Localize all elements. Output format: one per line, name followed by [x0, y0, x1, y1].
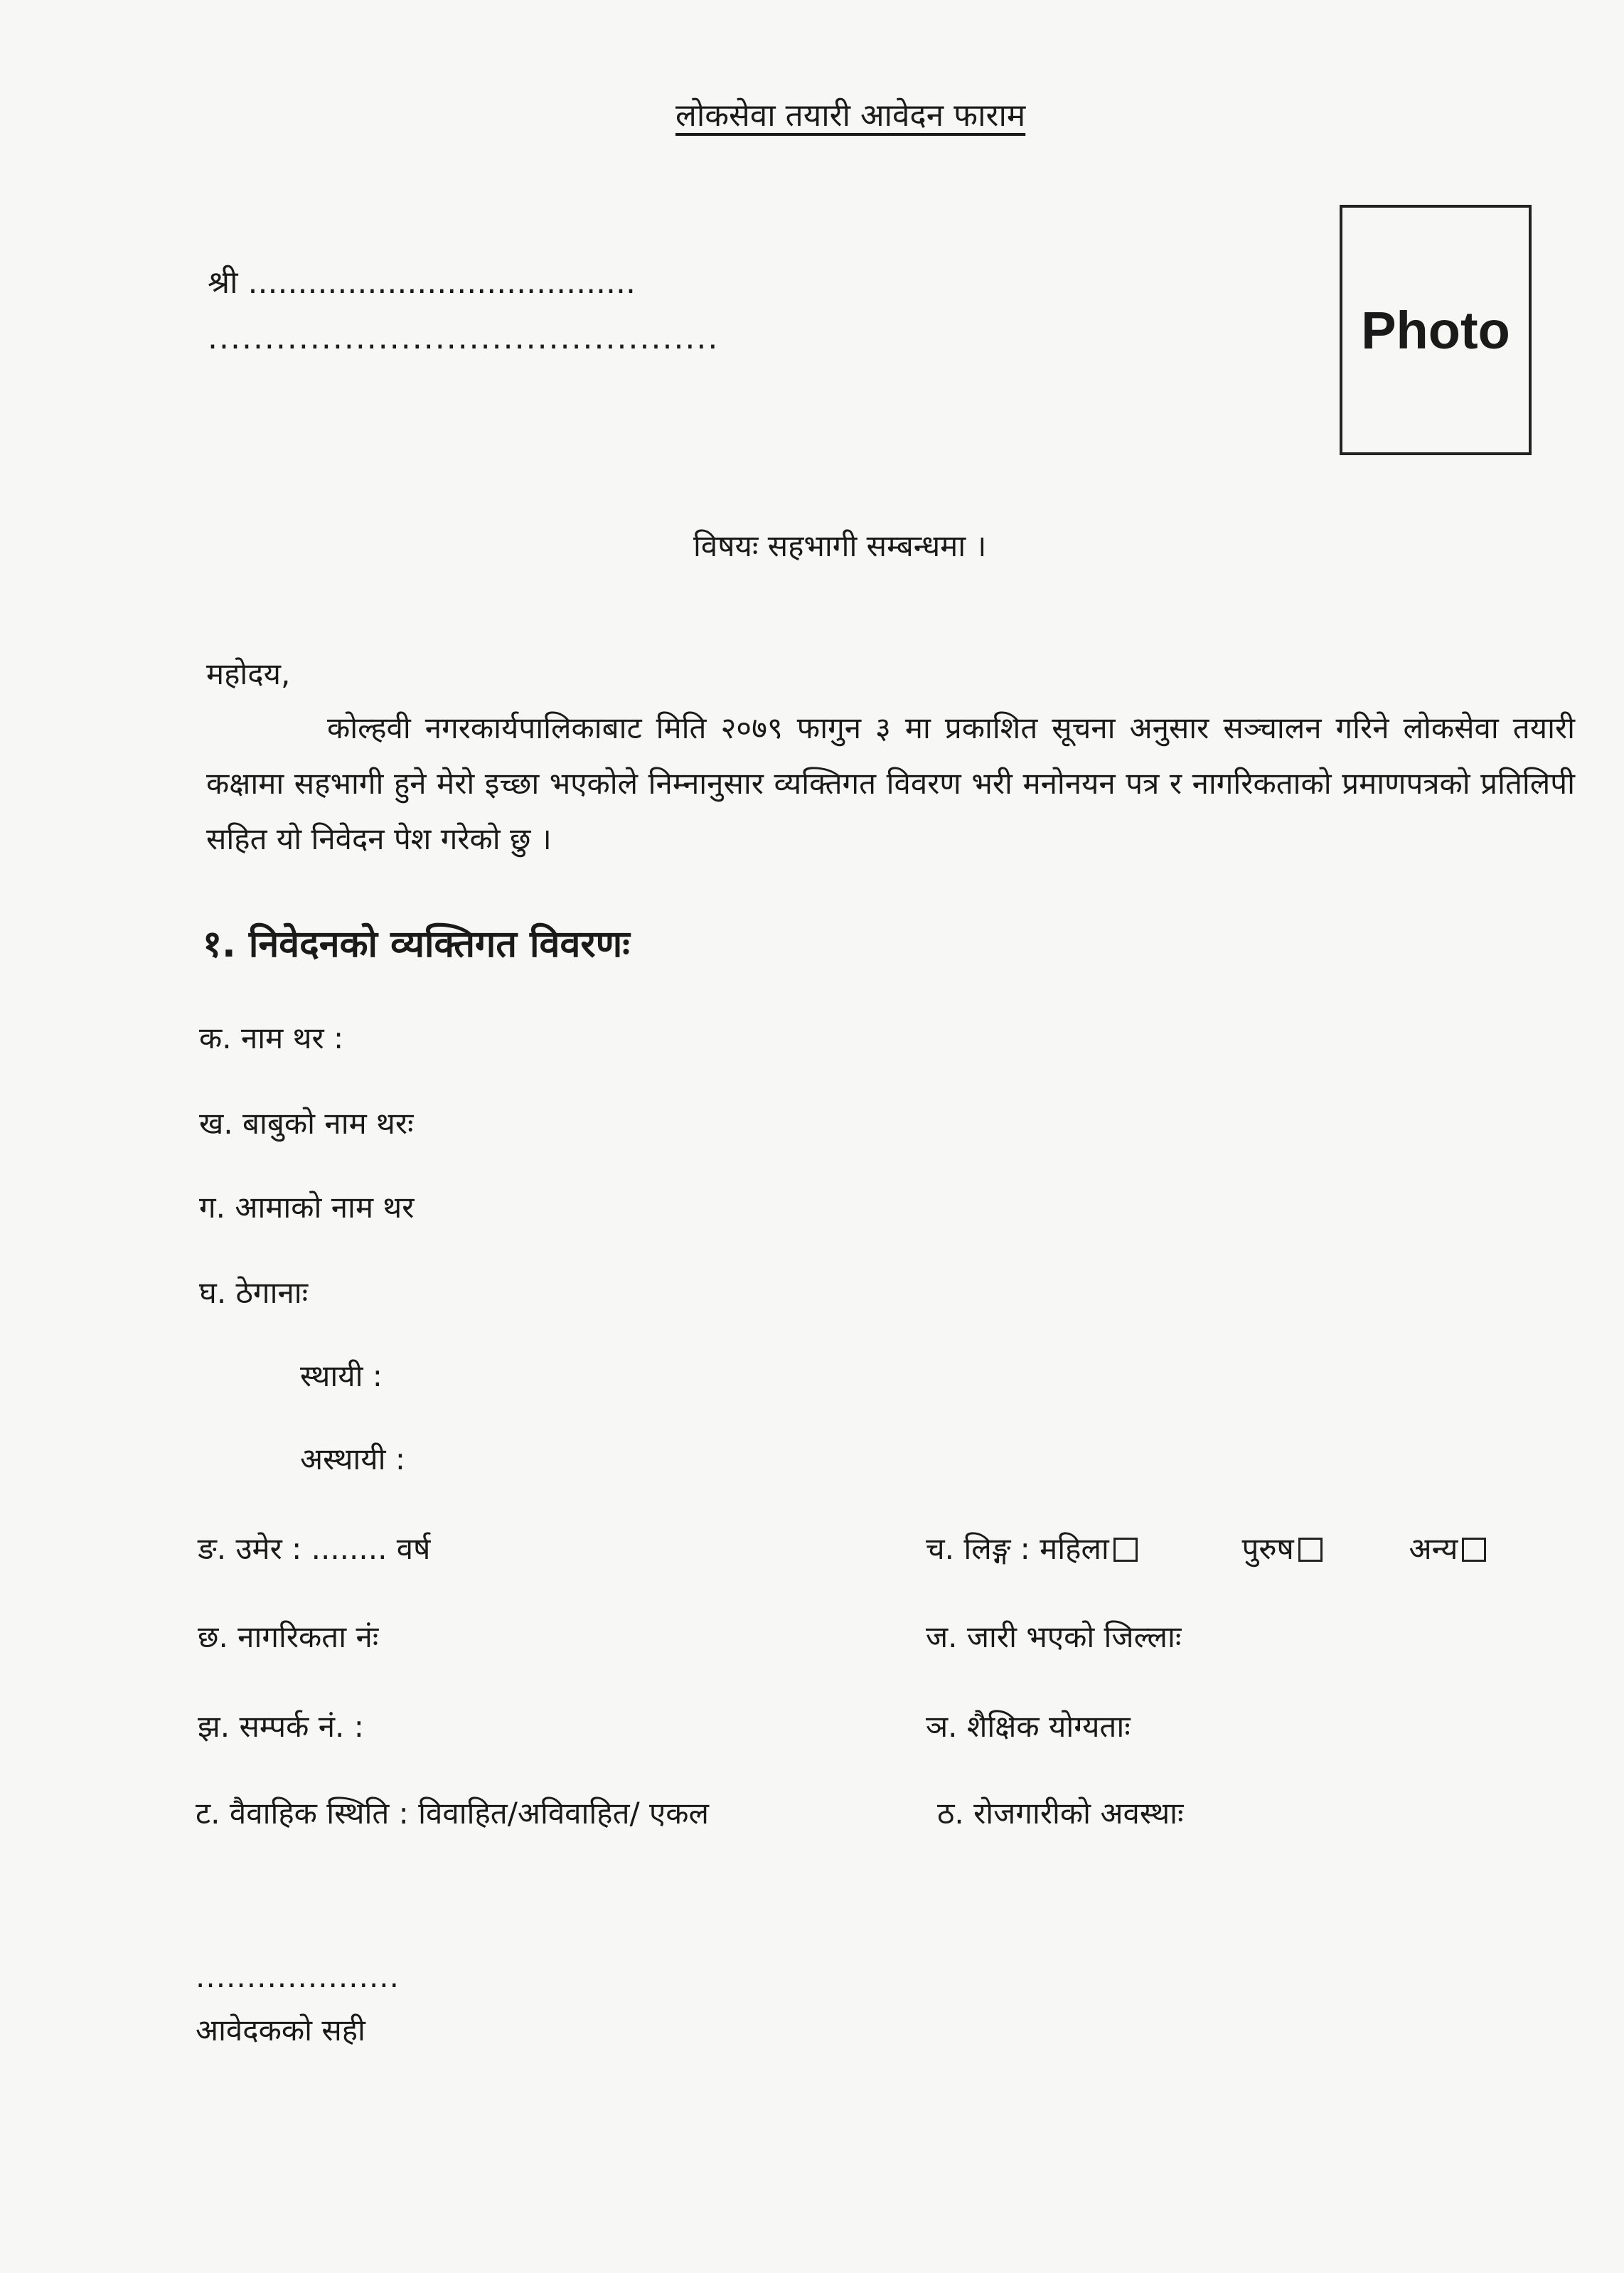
field-name: क. नाम थर : [199, 1021, 344, 1055]
field-citizenship-no: छ. नागरिकता नंः [198, 1619, 379, 1654]
field-permanent-address: स्थायी : [300, 1358, 383, 1393]
other-label: अन्य [1409, 1531, 1458, 1566]
field-gender [926, 1528, 1486, 1568]
field-temporary-address: अस्थायी : [300, 1442, 406, 1476]
field-employment-status: ठ. रोजगारीको अवस्थाः [937, 1796, 1184, 1831]
field-contact-no: झ. सम्पर्क नं. : [198, 1709, 364, 1744]
field-age: ङ. उमेर : ........ वर्ष [198, 1531, 431, 1566]
field-marital-status: ट. वैवाहिक स्थिति : विवाहित/अविवाहित/ एकल [196, 1796, 709, 1831]
field-address: घ. ठेगानाः [199, 1275, 309, 1310]
other-checkbox[interactable] [1462, 1538, 1486, 1562]
form-title: लोकसेवा तयारी आवेदन फाराम [675, 97, 1026, 134]
signature-line: .................... [196, 1959, 400, 1994]
subject-line: विषयः सहभागी सम्बन्धमा । [693, 528, 987, 563]
field-education: ञ. शैक्षिक योग्यताः [926, 1709, 1131, 1744]
photo-label: Photo [1361, 300, 1510, 360]
body-text: कोल्हवी नगरकार्यपालिकाबाट मिति २०७९ फागुन ३ मा प्रकाशित सूचना अनुसार सञ्चालन गरिने लोकसेवा तयारी कक्षामा सहभागी हुने मेरो इच्छा भएकोले निम्नानुसार व्यक्तिगत विवरण भरी मनोनयन पत्र र नागरिकताको प्रमाणपत्रको प्रतिलिपी सहित यो निवेदन पेश गरेको छु । [206, 710, 1575, 856]
addressee-line-1: श्री ....................................... [208, 265, 636, 301]
field-father-name: ख. बाबुको नाम थरः [199, 1106, 414, 1141]
signature-label: आवेदकको सही [196, 2013, 365, 2048]
male-label: पुरुष [1241, 1531, 1294, 1566]
female-checkbox[interactable] [1113, 1538, 1138, 1562]
gender-label: च. लिङ्ग : महिला [926, 1531, 1109, 1566]
field-issued-district: ज. जारी भएको जिल्लाः [926, 1619, 1182, 1654]
section-title: १. निवेदनको व्यक्तिगत विवरणः [203, 923, 630, 966]
greeting: महोदय, [206, 656, 291, 691]
male-checkbox[interactable] [1298, 1538, 1323, 1562]
field-mother-name: ग. आमाको नाम थर [199, 1190, 415, 1225]
photo-box [1340, 205, 1532, 455]
body-paragraph [206, 701, 1575, 867]
addressee-line-2: ............................................. [208, 320, 720, 356]
